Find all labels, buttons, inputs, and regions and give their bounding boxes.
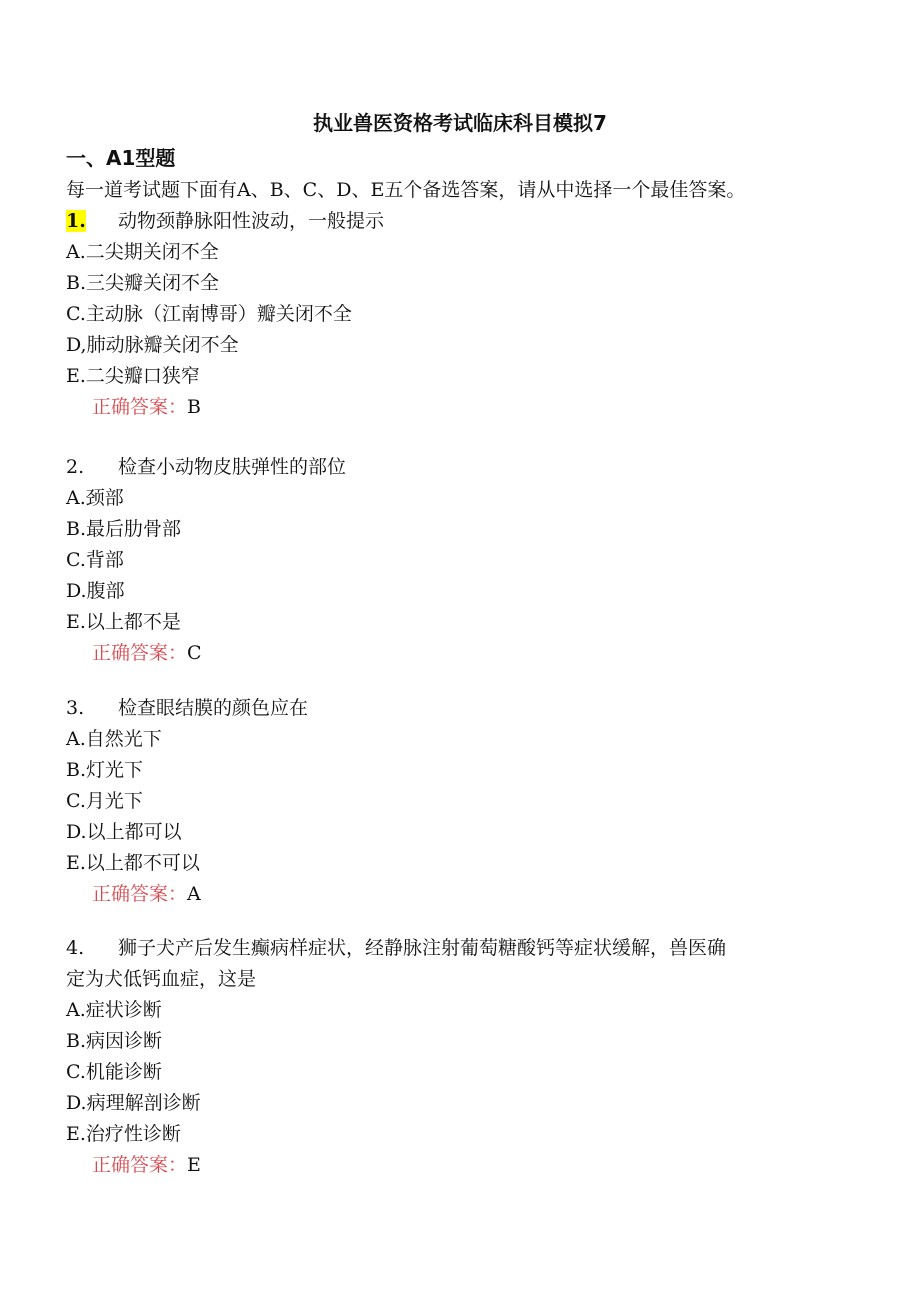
answer-value: C xyxy=(187,642,202,664)
question-text-line-2: 定为犬低钙血症，这是 xyxy=(66,968,257,990)
answer-line xyxy=(66,1150,826,1181)
answer-label: 正确答案： xyxy=(92,1154,188,1176)
question-number: 1. xyxy=(66,210,86,232)
option-c: C.机能诊断 xyxy=(66,1061,162,1083)
option-e: E.治疗性诊断 xyxy=(66,1123,181,1145)
option-b: B.病因诊断 xyxy=(66,1030,163,1052)
section-heading: 一、A1型题 xyxy=(66,146,176,170)
answer-value: E xyxy=(187,1154,201,1176)
answer-label: 正确答案： xyxy=(92,396,188,418)
option-c: C.月光下 xyxy=(66,790,143,812)
answer-value: A xyxy=(187,883,201,905)
question-4 xyxy=(66,933,826,1181)
option-a: A.颈部 xyxy=(66,487,124,509)
option-b: B.最后肋骨部 xyxy=(66,518,182,540)
option-b: B.三尖瓣关闭不全 xyxy=(66,272,220,294)
answer-line xyxy=(66,392,826,423)
question-stem xyxy=(66,693,826,724)
question-3 xyxy=(66,693,826,910)
option-b: B.灯光下 xyxy=(66,759,144,781)
question-stem xyxy=(66,933,826,964)
question-number: 4. xyxy=(66,937,85,959)
answer-line xyxy=(66,879,826,910)
question-text-line-1: 狮子犬产后发生癫病样症状，经静脉注射葡萄糖酸钙等症状缓解，兽医确 xyxy=(118,937,727,959)
option-c: C.主动脉（江南博哥）瓣关闭不全 xyxy=(66,303,352,325)
answer-value: B xyxy=(187,396,201,418)
option-d: D,肺动脉瓣关闭不全 xyxy=(66,334,239,356)
option-e: E.二尖瓣口狭窄 xyxy=(66,365,200,387)
option-c: C.背部 xyxy=(66,549,124,571)
question-text: 检查眼结膜的颜色应在 xyxy=(118,697,309,719)
question-stem xyxy=(66,206,826,237)
answer-line xyxy=(66,638,826,669)
question-text: 检查小动物皮肤弹性的部位 xyxy=(118,456,347,478)
question-1 xyxy=(66,206,826,423)
document-title: 执业兽医资格考试临床科目模拟7 xyxy=(313,111,607,135)
question-number: 3. xyxy=(66,697,85,719)
instruction-text: 每一道考试题下面有A、B、C、D、E五个备选答案，请从中选择一个最佳答案。 xyxy=(66,179,746,201)
answer-label: 正确答案： xyxy=(92,642,188,664)
option-e: E.以上都不可以 xyxy=(66,852,200,874)
question-text: 动物颈静脉阳性波动，一般提示 xyxy=(118,210,385,232)
option-d: D.腹部 xyxy=(66,580,125,602)
option-d: D.病理解剖诊断 xyxy=(66,1092,201,1114)
option-a: A.自然光下 xyxy=(66,728,162,750)
option-e: E.以上都不是 xyxy=(66,611,181,633)
option-d: D.以上都可以 xyxy=(66,821,182,843)
question-number: 2. xyxy=(66,456,85,478)
option-a: A.症状诊断 xyxy=(66,999,162,1021)
answer-label: 正确答案： xyxy=(92,883,188,905)
option-a: A.二尖期关闭不全 xyxy=(66,241,219,263)
question-2 xyxy=(66,452,826,669)
question-stem xyxy=(66,452,826,483)
